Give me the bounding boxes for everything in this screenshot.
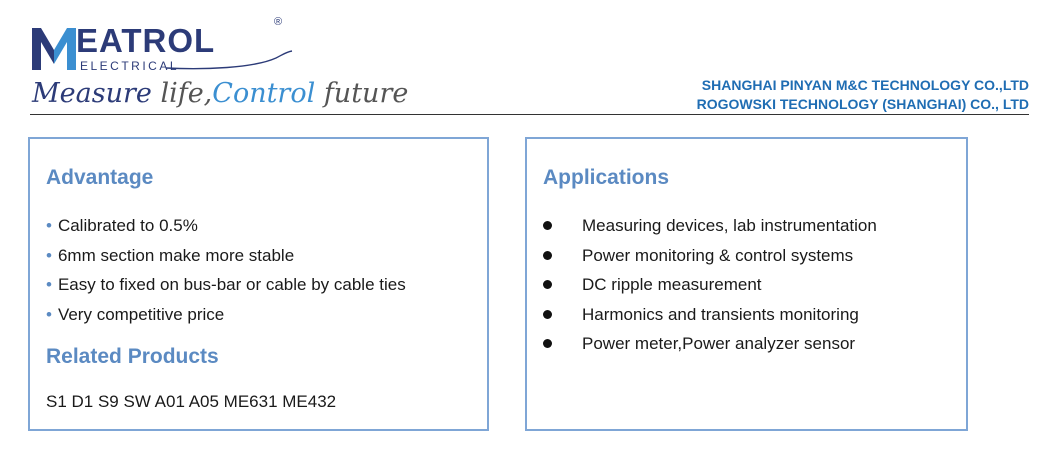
- related-products-list: S1 D1 S9 SW A01 A05 ME631 ME432: [46, 392, 337, 411]
- slogan-control: Control: [212, 78, 316, 109]
- bullet-icon: [543, 310, 552, 319]
- bullet-dot-icon: •: [46, 245, 52, 265]
- application-item-text: Power meter,Power analyzer sensor: [582, 334, 856, 353]
- list-item: [543, 241, 877, 271]
- application-item-text: Power monitoring & control systems: [582, 245, 854, 265]
- meatrol-m-logo-icon: [32, 26, 76, 70]
- bullet-icon: [543, 280, 552, 289]
- advantage-item-text: Easy to fixed on bus-bar or cable by cable ties: [57, 275, 406, 294]
- list-item: [46, 211, 406, 241]
- list-item: [46, 300, 406, 330]
- bullet-icon: [543, 251, 552, 260]
- slogan-life: life,: [151, 78, 213, 109]
- list-item: [543, 270, 877, 300]
- brand-logo: [30, 14, 430, 114]
- list-item: [46, 270, 406, 300]
- advantage-item-text: Very competitive price: [57, 304, 225, 324]
- registered-mark: ®: [274, 16, 283, 28]
- slogan: [32, 80, 408, 107]
- header-divider: [30, 114, 1029, 115]
- brand-subtitle: ELECTRICAL: [80, 59, 180, 73]
- bullet-icon: [543, 339, 552, 348]
- applications-heading: Applications: [543, 166, 670, 189]
- list-item: [543, 300, 877, 330]
- related-products-heading: Related Products: [46, 345, 219, 368]
- slogan-future: future: [315, 78, 409, 109]
- applications-panel: [525, 137, 968, 431]
- bullet-dot-icon: •: [46, 216, 52, 235]
- advantage-panel: [28, 137, 489, 431]
- advantage-item-text: Calibrated to 0.5%: [57, 216, 198, 235]
- application-item-text: Harmonics and transients monitoring: [582, 304, 859, 324]
- company-name-line: ROGOWSKI TECHNOLOGY (SHANGHAI) CO., LTD: [696, 96, 1029, 112]
- advantage-item-text: 6mm section make more stable: [57, 245, 295, 265]
- swoosh-icon: [164, 50, 294, 72]
- bullet-dot-icon: •: [46, 304, 52, 324]
- application-item-text: DC ripple measurement: [582, 275, 762, 294]
- applications-list: [543, 211, 877, 359]
- advantage-heading: Advantage: [46, 166, 154, 189]
- company-names: [697, 76, 1029, 114]
- bullet-dot-icon: •: [46, 275, 52, 294]
- list-item: [46, 241, 406, 271]
- company-name-line: SHANGHAI PINYAN M&C TECHNOLOGY CO.,LTD: [701, 77, 1029, 93]
- application-item-text: Measuring devices, lab instrumentation: [582, 216, 877, 235]
- brand-name-text: EATROL: [76, 22, 216, 59]
- slogan-measure: Measure: [32, 78, 152, 109]
- list-item: [543, 329, 877, 359]
- bullet-icon: [543, 221, 552, 230]
- advantage-list: [46, 211, 406, 329]
- list-item: [543, 211, 877, 241]
